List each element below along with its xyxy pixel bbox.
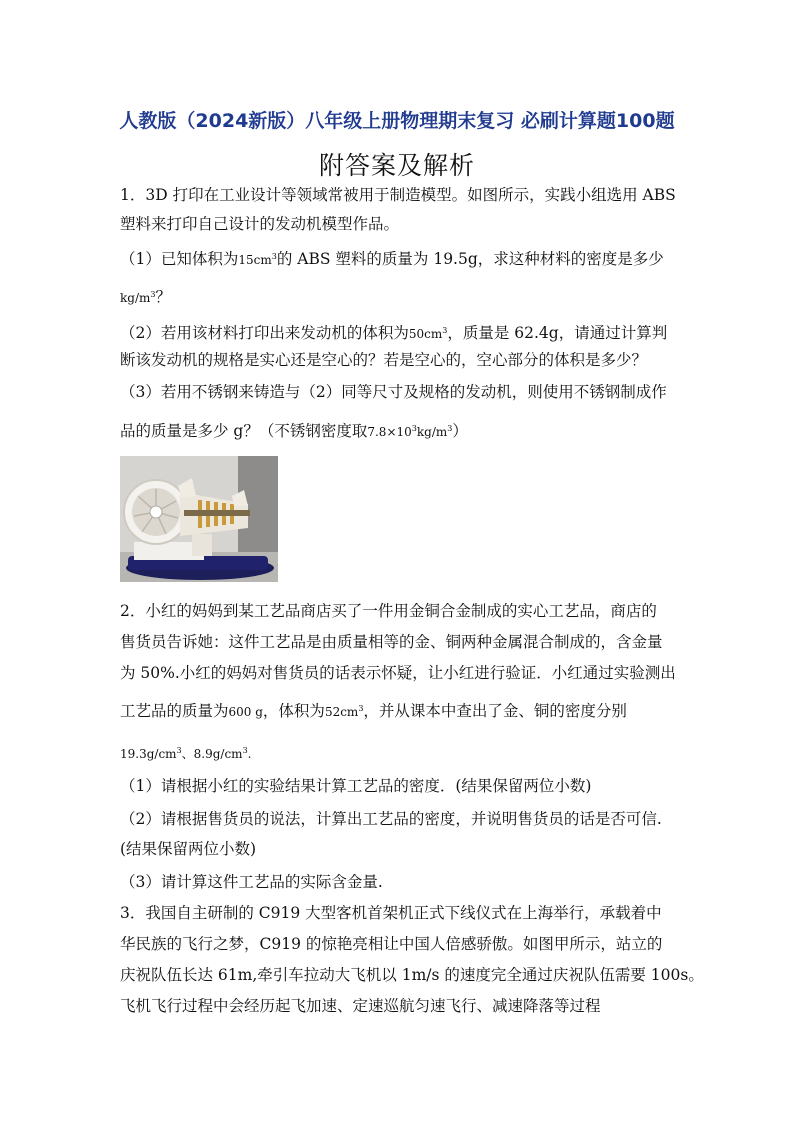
q1-part2-line2: 断该发动机的规格是实心还是空心的？若是空心的，空心部分的体积是多少？	[120, 351, 648, 369]
engine-model-illustration	[120, 456, 278, 582]
q2-line5: $19.3g/cm^3$、$8.9g/cm^3$.	[120, 746, 252, 761]
document-title: 人教版（2024新版）八年级上册物理期末复习 必刷计算题100题	[119, 110, 675, 132]
engine-model-photo	[120, 456, 278, 582]
q1-part3-line2: 品的质量是多少 g？（不锈钢密度取$7.8\times 10^3kg/m^3$）	[120, 422, 468, 440]
document-subtitle: 附答案及解析	[318, 151, 475, 180]
q1-part1-line2: $kg/m^3$？	[120, 288, 171, 306]
q3-line1: 3．我国自主研制的 C919 大型客机首架机正式下线仪式在上海举行，承载着中	[120, 904, 662, 922]
q2-sub1: （1）请根据小红的实验结果计算工艺品的密度．(结果保留两位小数)	[120, 777, 592, 795]
q2-sub2-line2: (结果保留两位小数)	[120, 840, 257, 858]
q2-sub3: （3）请计算这件工艺品的实际含金量.	[120, 873, 383, 891]
q1-part2-line1: （2）若用该材料打印出来发动机的体积为$50cm^3$，质量是 62.4g，请通过计算判	[120, 324, 668, 342]
q2-line3: 为 50%.小红的妈妈对售货员的话表示怀疑，让小红进行验证．小红通过实验测出	[120, 664, 676, 682]
q2-sub2-line1: （2）请根据售货员的说法，计算出工艺品的密度，并说明售货员的话是否可信.	[120, 810, 662, 828]
q2-line2: 售货员告诉她：这件工艺品是由质量相等的金、铜两种金属混合制成的，含金量	[120, 633, 663, 651]
q3-line2: 华民族的飞行之梦，C919 的惊艳亮相让中国人倍感骄傲。如图甲所示，站立的	[120, 935, 663, 953]
q3-line3: 庆祝队伍长达 61m,牵引车拉动大飞机以 1m/s 的速度完全通过庆祝队伍需要 100s。	[120, 966, 704, 984]
q1-stem-line2: 塑料来打印自己设计的发动机模型作品。	[120, 215, 400, 233]
q1-stem-line1: 1．3D 打印在工业设计等领域常被用于制造模型。如图所示，实践小组选用 ABS	[120, 186, 676, 204]
q1-part3-line1: （3）若用不锈钢来铸造与（2）同等尺寸及规格的发动机，则使用不锈钢制成作	[120, 383, 667, 401]
q1-part1-line1: （1）已知体积为$15cm^3$的 ABS 塑料的质量为 19.5g，求这种材料的密度是多少	[120, 250, 664, 268]
q2-line4: 工艺品的质量为600 g，体积为$52cm^3$，并从课本中查出了金、铜的密度分别	[120, 702, 627, 720]
q2-line1: 2．小红的妈妈到某工艺品商店买了一件用金铜合金制成的实心工艺品，商店的	[120, 602, 657, 620]
q3-line4: 飞机飞行过程中会经历起飞加速、定速巡航匀速飞行、减速降落等过程	[120, 997, 601, 1015]
